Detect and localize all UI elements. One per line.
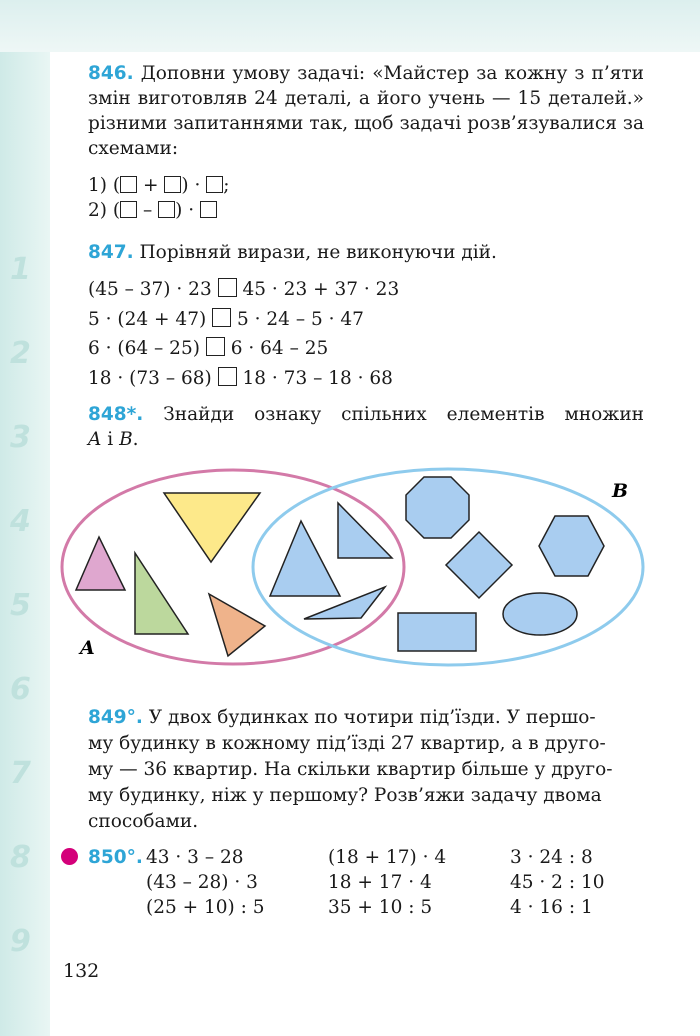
blue-ellipse	[503, 593, 577, 635]
side-number: 5	[10, 588, 31, 623]
problem-846-text: 846. Доповни умову задачі: «Майстер за кожну з п’яти змін виготовляв 24 деталі, а його учень — 15 деталей.» різними запитаннями так, щоб задачі розв’язувалися за схемами:	[88, 63, 644, 159]
difficulty-dot-icon	[61, 848, 78, 865]
expressions-column-2: (18 + 17) · 4 18 + 17 · 4 35 + 10 : 5	[328, 847, 447, 918]
scheme-2: 2) ( – ) ·	[88, 198, 644, 223]
side-number: 2	[10, 336, 31, 371]
side-number: 6	[10, 672, 31, 707]
comparison-row: 6 · (64 – 25) 6 · 64 – 25	[88, 338, 329, 359]
set-b-label: B	[612, 480, 629, 502]
orange-triangle	[209, 594, 265, 656]
page-number: 132	[63, 960, 100, 982]
scheme-1: 1) ( + ) · ;	[88, 175, 230, 196]
comparison-row: 18 · (73 – 68) 18 · 73 – 18 · 68	[88, 367, 393, 389]
problem-848-text: 848*. Знайди ознаку спільних елементів множин	[88, 404, 644, 425]
problem-number: 849°.	[88, 707, 143, 728]
yellow-triangle	[164, 493, 260, 562]
pink-triangle	[76, 537, 125, 590]
problem-number: 846.	[88, 63, 134, 84]
side-number: 1	[10, 252, 31, 287]
side-number: 7	[10, 756, 31, 791]
expressions-column-3: 3 · 24 : 8 45 · 2 : 10 4 · 16 : 1	[510, 847, 605, 918]
comparison-row: (45 – 37) · 23 45 · 23 + 37 · 23	[88, 279, 400, 300]
problem-849: 849°. У двох будинках по чотири під’їзди. У першо- му будинку в кожному під’їзді 27 квартир, а в друго- му — 36 квартир. На скільки квартир більше у друго- му будинку, ніж у першому? Розв’яжи задачу двома способами.	[88, 707, 613, 832]
problem-848: 848*. Знайди ознаку спільних елементів множин A і B.	[88, 404, 644, 450]
side-number: 9	[10, 924, 31, 959]
problem-number: 850°.	[88, 847, 143, 868]
comparison-row: 5 · (24 + 47) 5 · 24 – 5 · 47	[88, 308, 364, 330]
blue-right-triangle	[338, 503, 392, 558]
blue-hexagon	[539, 516, 604, 576]
blue-triangle-large	[270, 521, 340, 596]
green-triangle	[135, 553, 188, 634]
problem-number: 848*.	[88, 404, 144, 425]
set-a-label: A	[80, 637, 95, 659]
problem-847-text: 847. Порівняй вирази, не виконуючи дій.	[88, 242, 497, 263]
problem-number: 847.	[88, 242, 134, 263]
blue-rectangle	[398, 613, 476, 651]
side-number: 8	[10, 840, 31, 875]
expressions-column-1: 43 · 3 – 28 (43 – 28) · 3 (25 + 10) : 5	[146, 847, 265, 918]
side-number: 3	[10, 420, 31, 455]
blue-octagon	[406, 477, 469, 538]
blue-diamond	[446, 532, 512, 598]
side-number: 4	[10, 504, 31, 539]
